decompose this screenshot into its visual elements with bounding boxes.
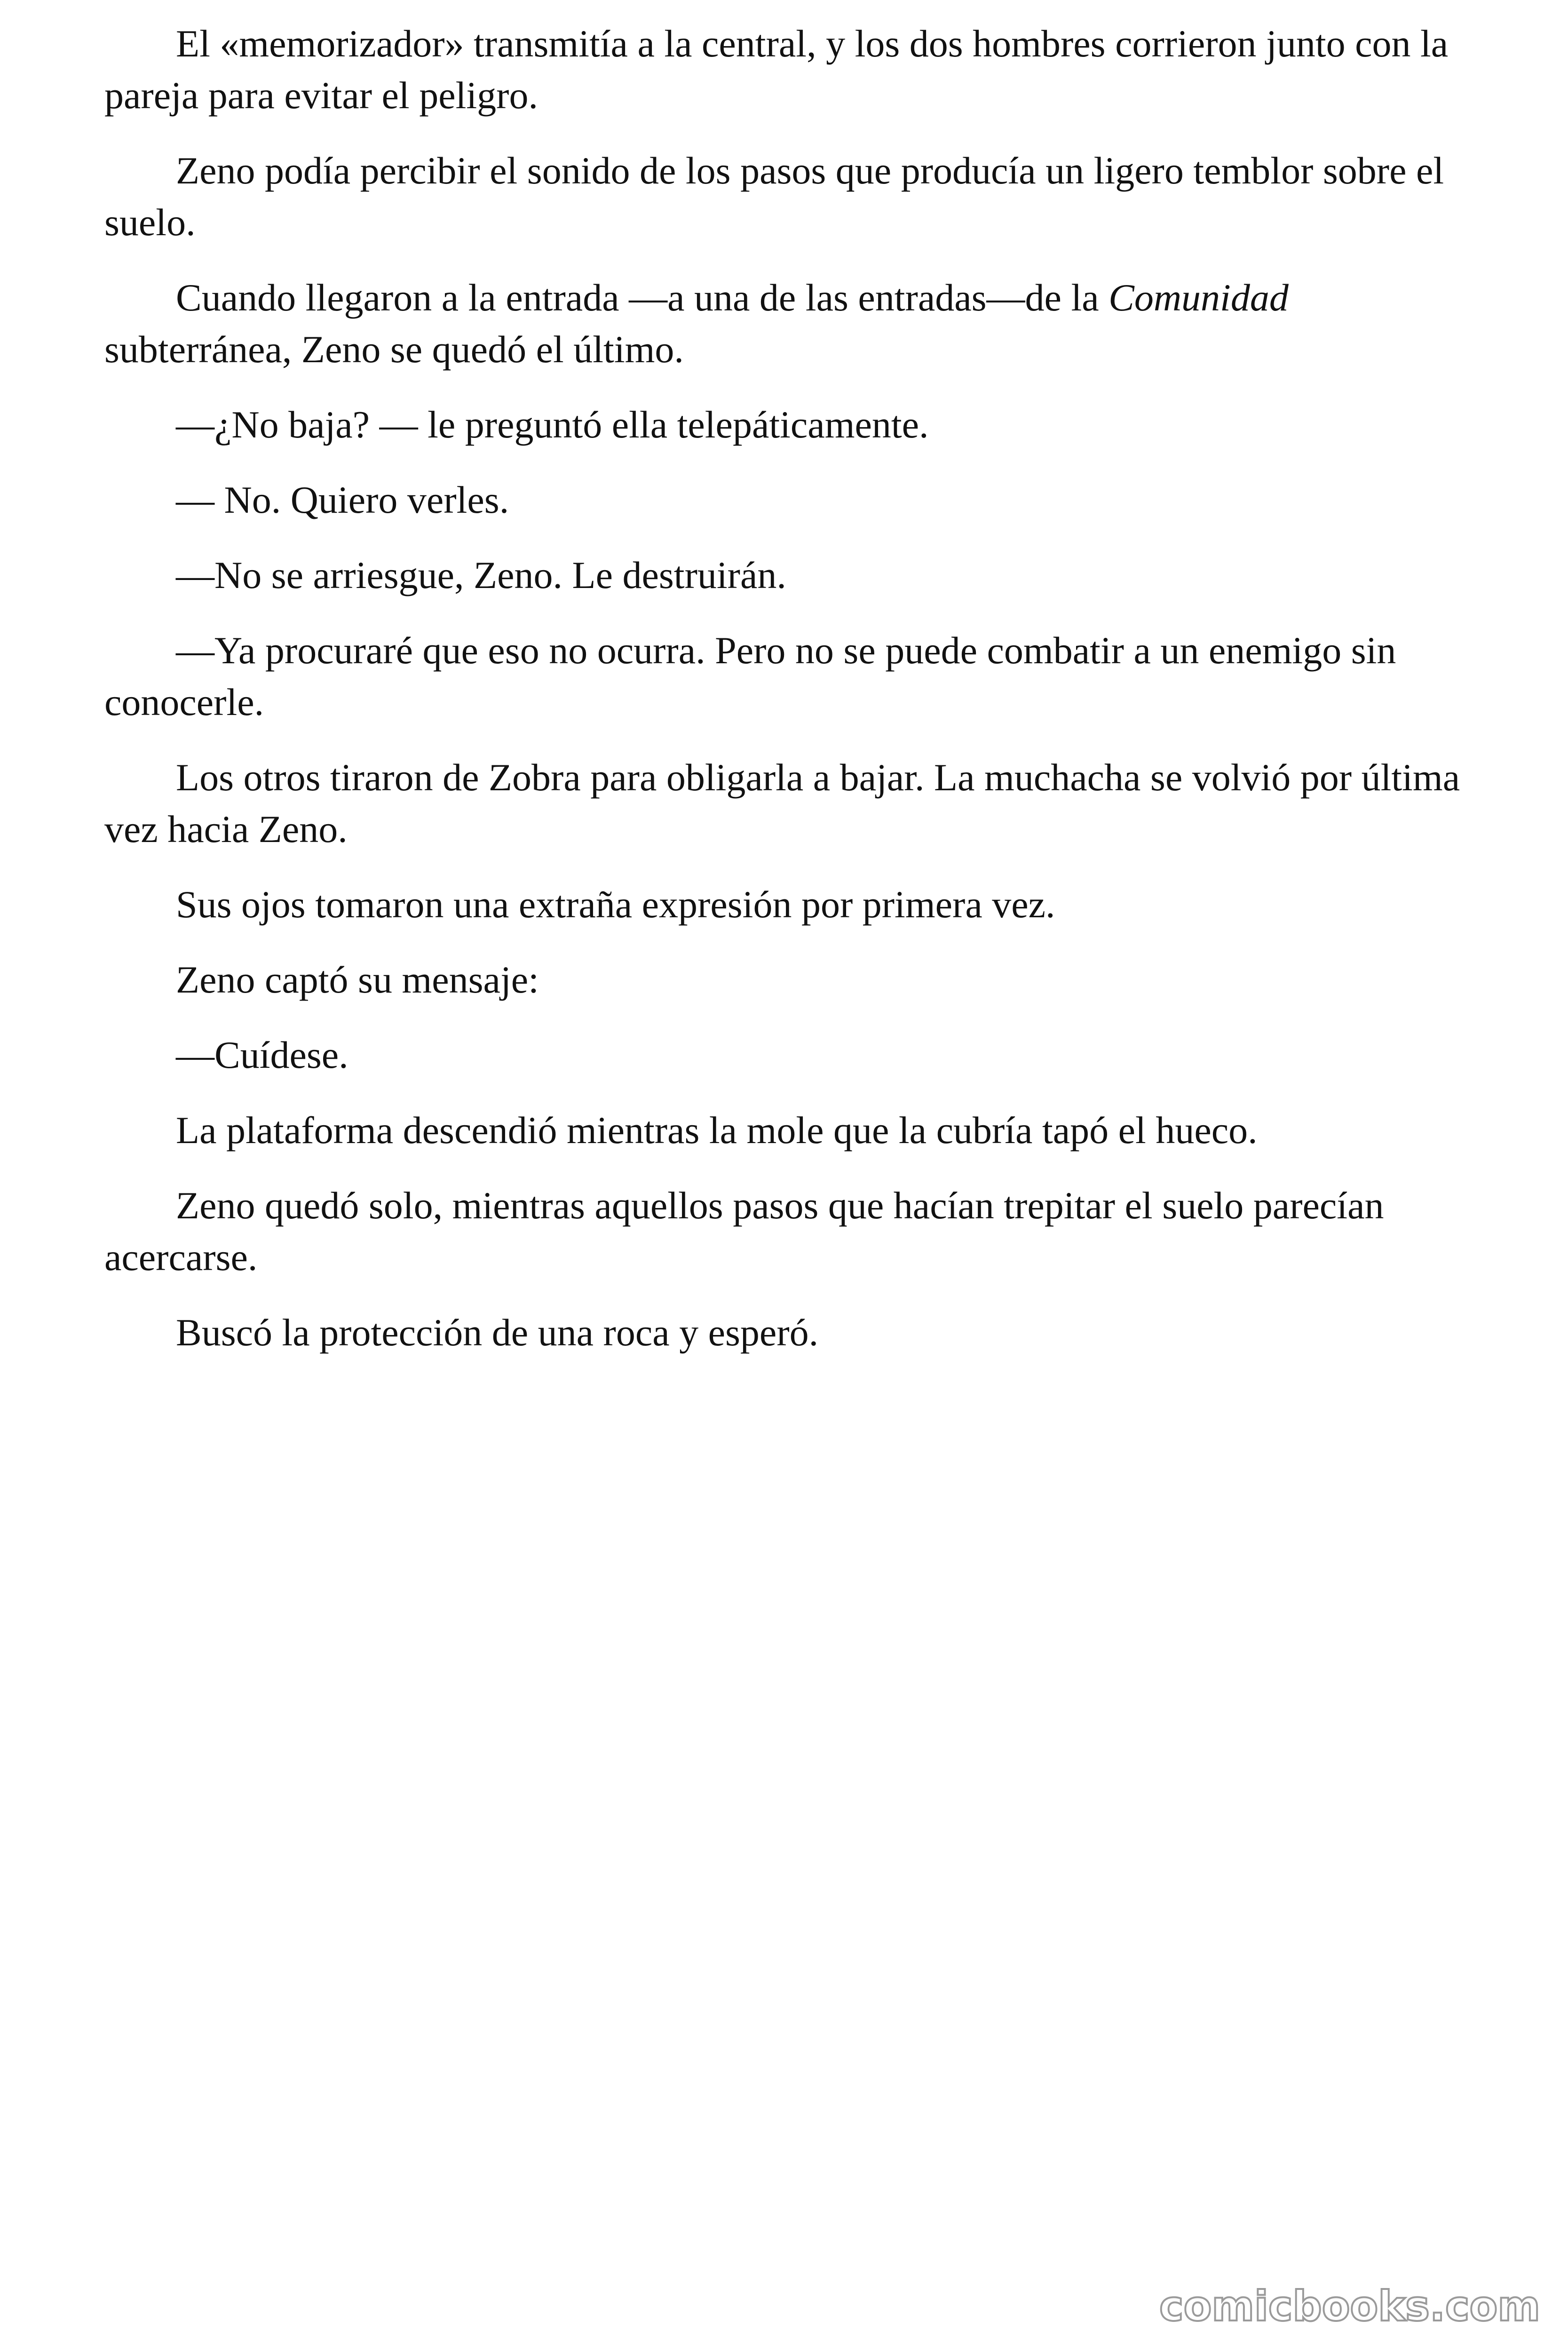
paragraph: — No. Quiero verles. <box>176 478 509 521</box>
body-text <box>104 18 1468 1382</box>
paragraph: —Ya procuraré que eso no ocurra. Pero no se puede combatir a un enemigo sin conocerle. <box>104 629 1396 723</box>
paragraph: La plataforma descendió mientras la mole que la cubría tapó el hueco. <box>176 1109 1258 1152</box>
paragraph: Zeno captó su mensaje: <box>176 958 539 1001</box>
paragraph <box>104 272 1468 375</box>
paragraph: Zeno podía percibir el sonido de los pasos que producía un ligero temblor sobre el suelo. <box>104 149 1444 244</box>
paragraph: —¿No baja? — le preguntó ella telepáticamente. <box>176 403 929 446</box>
italic-word: Comunidad <box>1109 276 1289 319</box>
paragraph: —Cuídese. <box>176 1033 348 1076</box>
paragraph: Buscó la protección de una roca y esperó. <box>176 1311 819 1354</box>
watermark <box>1159 2279 1545 2331</box>
paragraph-text: Cuando llegaron a la entrada —a una de las entradas—de la <box>176 276 1109 319</box>
watermark-logo <box>1159 2279 1545 2331</box>
paragraph-text: subterránea, Zeno se quedó el último. <box>104 328 684 371</box>
paragraph: Sus ojos tomaron una extraña expresión por primera vez. <box>176 883 1055 926</box>
paragraph: Zeno quedó solo, mientras aquellos pasos que hacían trepitar el suelo parecían acercarse. <box>104 1184 1384 1279</box>
paragraph: El «memorizador» transmitía a la central, y los dos hombres corrieron junto con la pareja para evitar el peligro. <box>104 22 1449 117</box>
paragraph: —No se arriesgue, Zeno. Le destruirán. <box>176 554 786 596</box>
watermark-text: comicbooks.com <box>1159 2282 1540 2330</box>
paragraph: Los otros tiraron de Zobra para obligarla a bajar. La muchacha se volvió por última vez hacia Zeno. <box>104 756 1460 850</box>
